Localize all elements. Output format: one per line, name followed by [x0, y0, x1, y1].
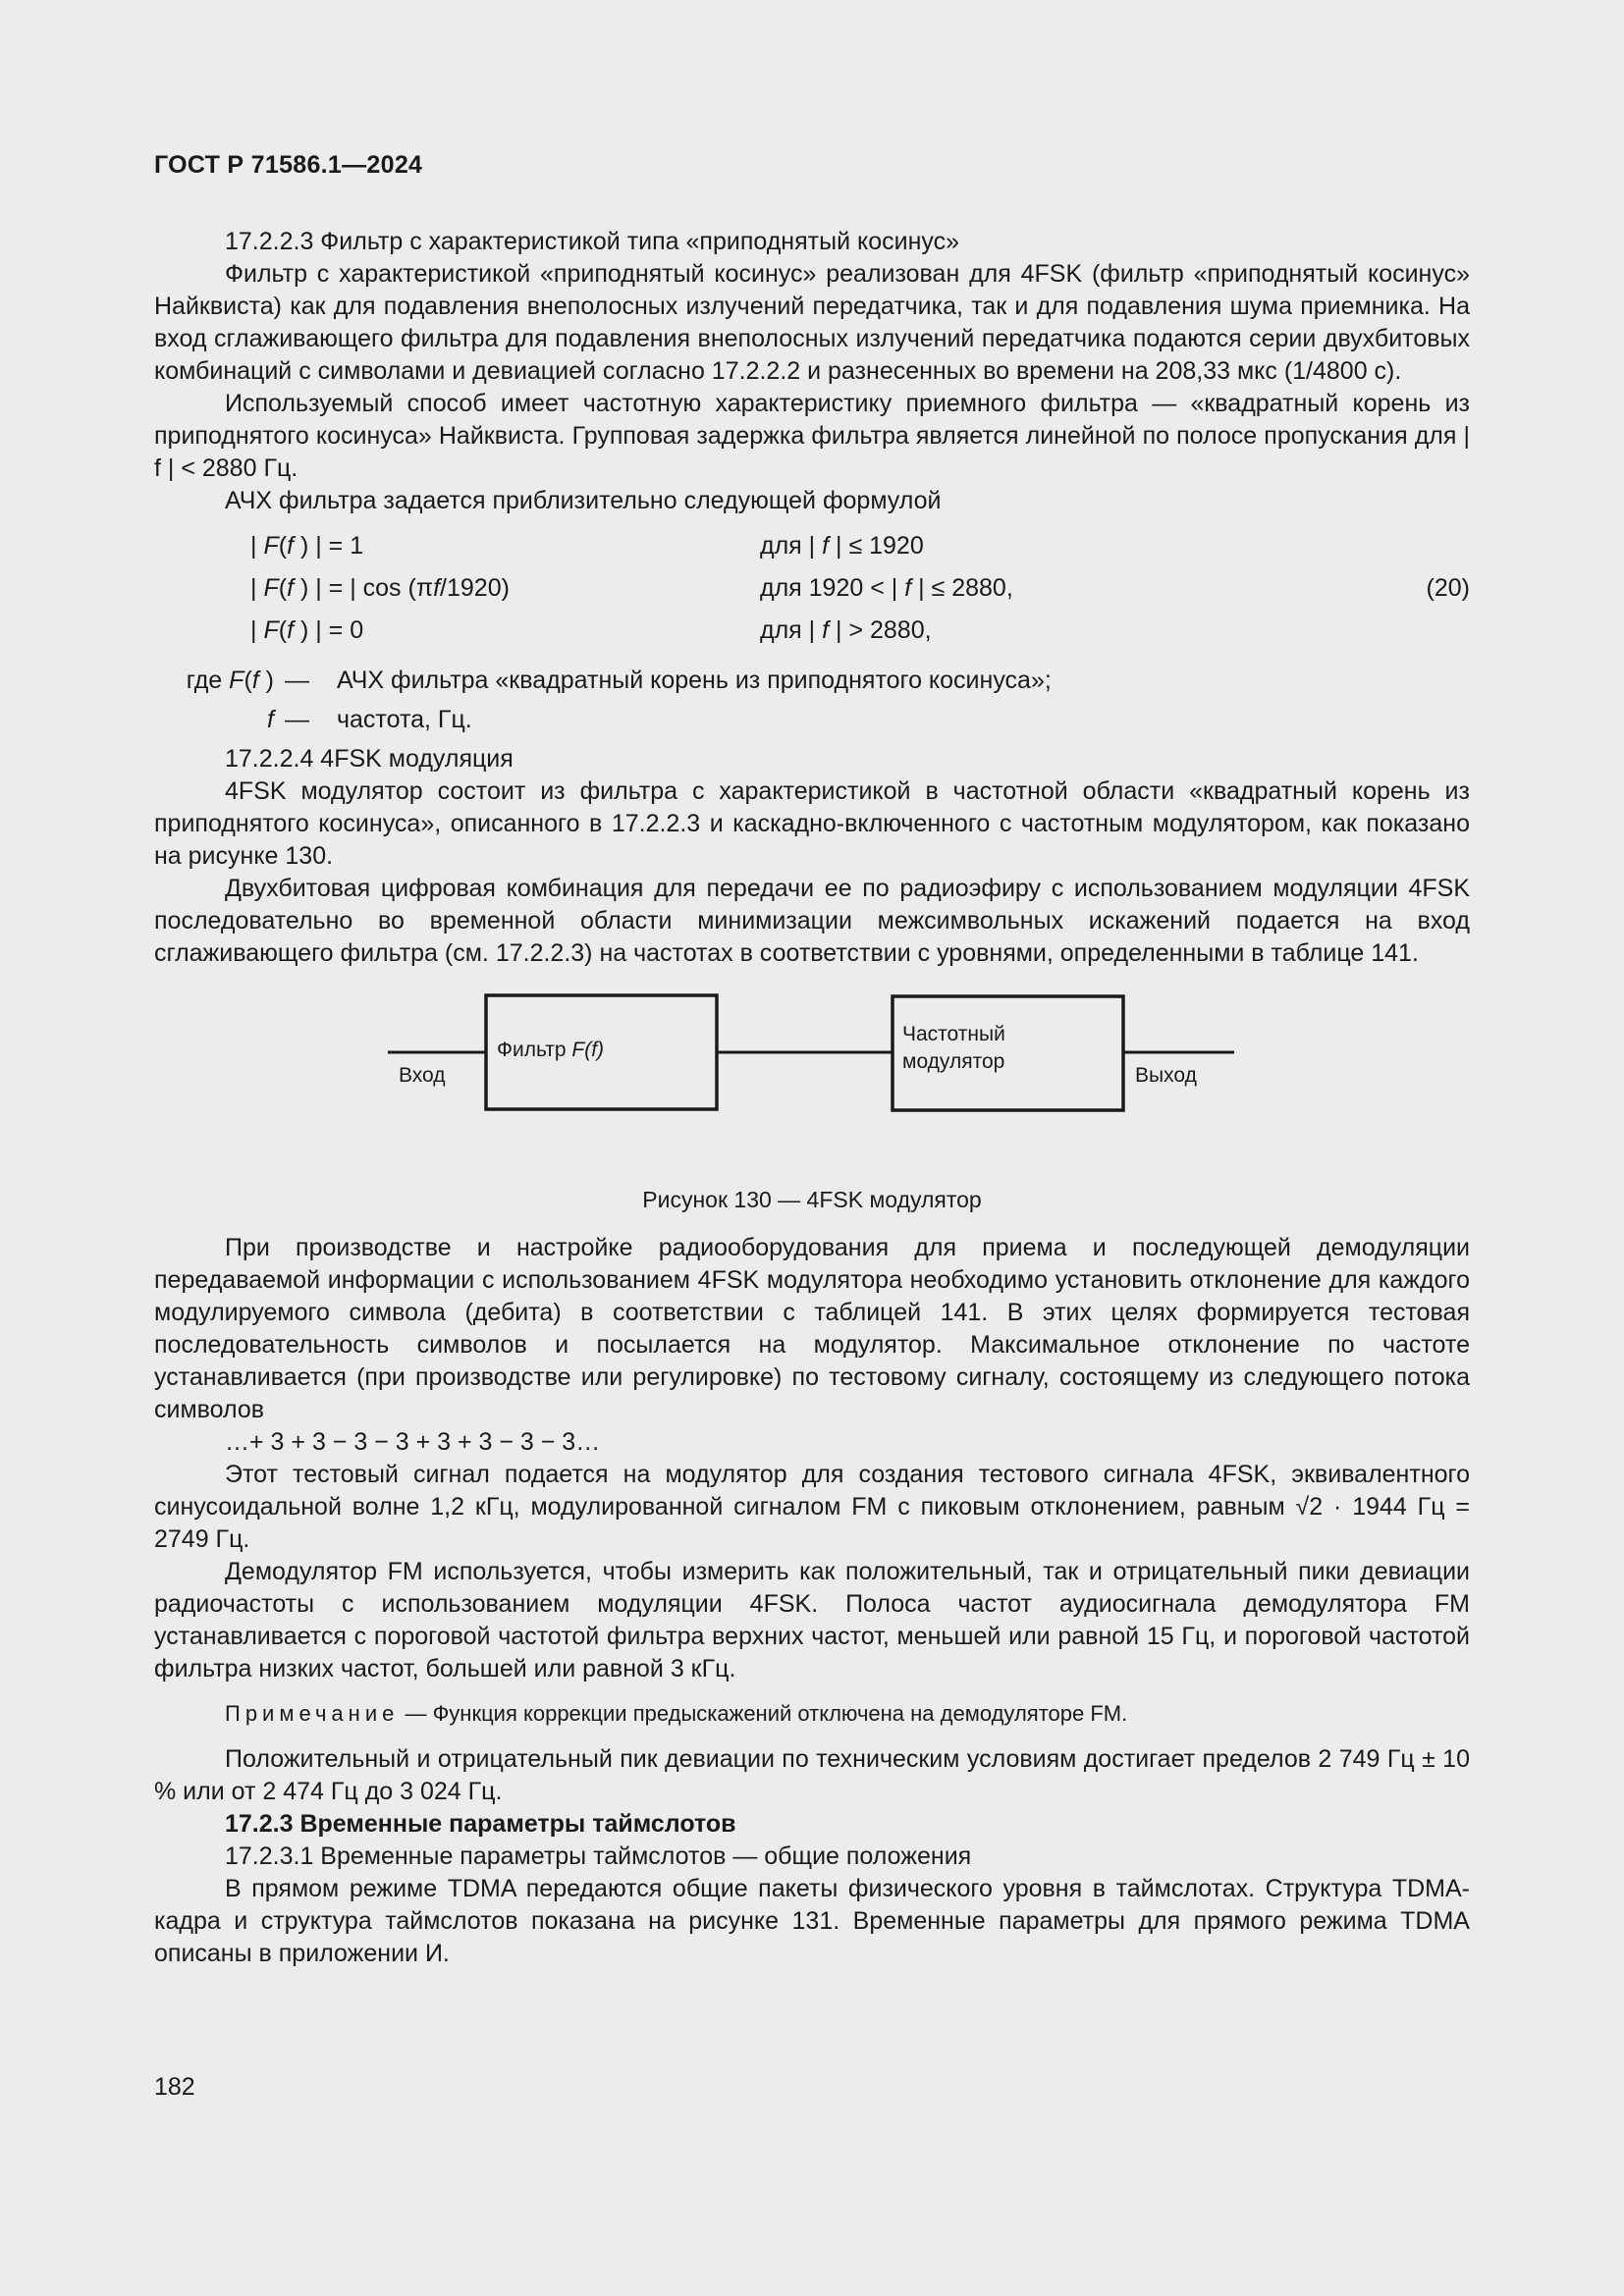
- modulator-label-line1: Частотный: [902, 1023, 1005, 1045]
- page-number: 182: [154, 2073, 195, 2101]
- formula-row: [154, 530, 1470, 572]
- section-heading: 17.2.3 Временные параметры таймслотов: [225, 1810, 736, 1838]
- symbol-sequence: …+ 3 + 3 − 3 − 3 + 3 + 3 − 3 − 3…: [225, 1428, 601, 1456]
- block-diagram: [154, 991, 1470, 1178]
- paragraph: При производстве и настройке радиооборудования для приема и последующей демодуляции передаваемой информации с использованием 4FSK модулятора необходимо установить отклонение для каждого модулируемого символа (дебита) в соответствии с таблицей 141. В этих целях формируется тестовая последовательность символов и посылается на модулятор. Максимальное отклонение по частоте устанавливается (при производстве или регулировке) по тестовому сигналу, состоящему из следующего потока символов: [154, 1234, 1470, 1423]
- paragraph: Двухбитовая цифровая комбинация для передачи ее по радиоэфиру с использованием модуляции 4FSK последовательно во временной области минимизации межсимвольных искажений подается на вход сглаживающего фильтра (см. 17.2.2.3) на частотах в соответствии с уровнями, определенными в таблице 141.: [154, 875, 1470, 967]
- section-title: 17.2.2.4 4FSK модуляция: [225, 745, 514, 773]
- paragraph: Используемый способ имеет частотную характеристику приемного фильтра — «квадратный корень из приподнятого косинуса» Найквиста. Групповая задержка фильтра является линейной по полосе пропускания для | f | < 2880 Гц.: [154, 390, 1470, 482]
- input-label: Вход: [399, 1064, 446, 1087]
- formula-condition: для | f | ≤ 1920: [760, 532, 924, 560]
- paragraph: В прямом режиме TDMA передаются общие пакеты физического уровня в таймслотах. Структура TDMA-кадра и структура таймслотов показана на рисунке 131. Временные параметры для прямого режима TDMA описаны в приложении И.: [154, 1875, 1470, 1967]
- definition-text: АЧХ фильтра «квадратный корень из приподнятого косинуса»;: [337, 667, 1052, 694]
- definition-row: [154, 665, 1470, 704]
- document-header: ГОСТ Р 71586.1—2024: [154, 151, 423, 179]
- figure-caption: Рисунок 130 — 4FSK модулятор: [642, 1187, 982, 1212]
- formula-lhs: | F(f ) | = | cos (πf/1920): [250, 574, 510, 602]
- equation-number: (20): [1426, 574, 1470, 602]
- definition-symbol: где F(f ): [186, 667, 274, 694]
- formula-block: [154, 530, 1470, 655]
- paragraph: Положительный и отрицательный пик девиации по техническим условиям достигает пределов 2 749 Гц ± 10 % или от 2 474 Гц до 3 024 Гц.: [154, 1745, 1470, 1805]
- formula-lhs: | F(f ) | = 1: [250, 532, 364, 560]
- note-text: — Функция коррекции предыскажений отключена на демодуляторе FM.: [399, 1701, 1128, 1726]
- section-title: 17.2.2.3 Фильтр с характеристикой типа «приподнятый косинус»: [225, 228, 959, 255]
- paragraph: Этот тестовый сигнал подается на модулятор для создания тестового сигнала 4FSK, эквивалентного синусоидальной волне 1,2 кГц, модулированной сигналом FM с пиковым отклонением, равным √2 · 1944 Гц = 2749 Гц.: [154, 1461, 1470, 1553]
- paragraph: Фильтр с характеристикой «приподнятый косинус» реализован для 4FSK (фильтр «приподнятый косинус» Найквиста) как для подавления внеполосных излучений передатчика, так и для подавления шума приемника. На вход сглаживающего фильтра для подавления внеполосных излучений передатчика подаются серии двухбитовых комбинаций с символами и девиацией согласно 17.2.2.2 и разнесенных во времени на 208,33 мкс (1/4800 с).: [154, 260, 1470, 385]
- note: [154, 1697, 1470, 1730]
- definition-dash: —: [285, 667, 309, 694]
- definition-symbol: f: [267, 706, 274, 733]
- paragraph: 4FSK модулятор состоит из фильтра с характеристикой в частотной области «квадратный корень из приподнятого косинуса», описанного в 17.2.2.3 и каскадно-включенного с частотным модулятором, как показано на рисунке 130.: [154, 777, 1470, 870]
- formula-condition: для | f | > 2880,: [760, 616, 932, 644]
- definition-row: [154, 704, 1470, 743]
- paragraph: АЧХ фильтра задается приблизительно следующей формулой: [225, 487, 942, 514]
- formula-lhs: | F(f ) | = 0: [250, 616, 364, 644]
- modulator-label-line2: модулятор: [902, 1050, 1005, 1073]
- figure-130: [154, 991, 1470, 1232]
- definition-text: частота, Гц.: [337, 706, 472, 733]
- filter-label: Фильтр F(f): [497, 1039, 605, 1061]
- note-label: Примечание: [225, 1701, 400, 1726]
- formula-row: [154, 614, 1470, 657]
- definition-dash: —: [285, 706, 309, 733]
- definitions-list: [154, 665, 1470, 743]
- paragraph: Демодулятор FM используется, чтобы измерить как положительный, так и отрицательный пики девиации радиочастоты с использованием модуляции 4FSK. Полоса частот аудиосигнала демодулятора FM устанавливается с пороговой частотой фильтра верхних частот, меньшей или равной 15 Гц, и пороговой частотой фильтра низких частот, большей или равной 3 кГц.: [154, 1558, 1470, 1682]
- output-label: Выход: [1135, 1064, 1197, 1087]
- formula-row: [154, 572, 1470, 614]
- page-content: [154, 226, 1470, 1970]
- formula-condition: для 1920 < | f | ≤ 2880,: [760, 574, 1013, 602]
- subsection-title: 17.2.3.1 Временные параметры таймслотов — общие положения: [225, 1842, 972, 1870]
